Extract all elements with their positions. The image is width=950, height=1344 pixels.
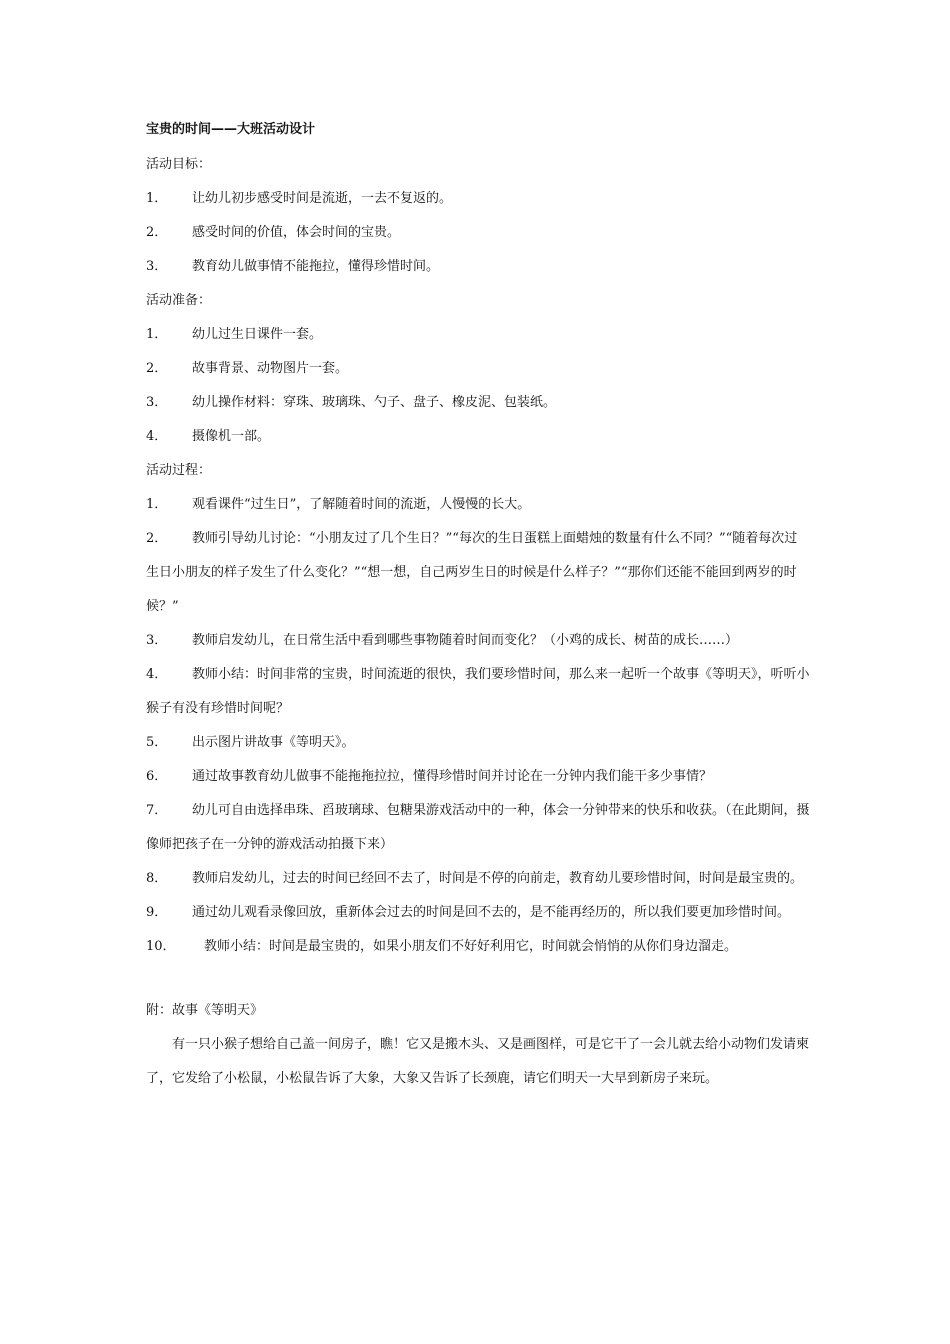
process-heading: 活动过程： xyxy=(146,463,212,478)
list-item: 7． 幼儿可自由选择串珠、舀玻璃球、包糖果游戏活动中的一种，体会一分钟带来的快乐和收获。（在此期间，摄像师把孩子在一分钟的游戏活动拍摄下来） xyxy=(146,803,810,852)
appendix-heading: 附：故事《等明天》 xyxy=(146,1003,264,1018)
list-item: 3． 幼儿操作材料：穿珠、玻璃珠、勺子、盘子、橡皮泥、包装纸。 xyxy=(146,395,557,410)
prep-heading: 活动准备： xyxy=(146,293,212,308)
list-item: 1． 观看课件“过生日”，了解随着时间的流逝，人慢慢的长大。 xyxy=(146,497,531,512)
list-item: 6． 通过故事教育幼儿做事不能拖拖拉拉，懂得珍惜时间并讨论在一分钟内我们能干多少事情？ xyxy=(146,769,713,784)
list-item: 1． 让幼儿初步感受时间是流逝，一去不复返的。 xyxy=(146,191,453,206)
appendix-paragraph: 有一只小猴子想给自己盖一间房子，瞧！它又是搬木头、又是画图样，可是它干了一会儿就去给小动物们发请柬了，它发给了小松鼠，小松鼠告诉了大象，大象又告诉了长颈鹿，请它们明天一大早到新房子来玩。 xyxy=(146,1037,810,1086)
list-item: 5． 出示图片讲故事《等明天》。 xyxy=(146,735,355,750)
list-item: 2． 感受时间的价值，体会时间的宝贵。 xyxy=(146,225,401,240)
list-item: 3． 教师启发幼儿，在日常生活中看到哪些事物随着时间而变化？（小鸡的成长、树苗的成长……） xyxy=(146,633,739,648)
list-item: 10． 教师小结：时间是最宝贵的，如果小朋友们不好好利用它，时间就会悄悄的从你们身边溜走。 xyxy=(146,939,738,954)
list-item: 2． 教师引导幼儿讨论：“小朋友过了几个生日？”“每次的生日蛋糕上面蜡烛的数量有什么不同？”“随着每次过生日小朋友的样子发生了什么变化？”“想一想，自己两岁生日的时候是什么样子？”“那你们还能不能回到两岁的时候？” xyxy=(146,531,798,614)
list-item: 1． 幼儿过生日课件一套。 xyxy=(146,327,323,342)
list-item: 3． 教育幼儿做事情不能拖拉，懂得珍惜时间。 xyxy=(146,259,440,274)
list-item: 9． 通过幼儿观看录像回放，重新体会过去的时间是回不去的，是不能再经历的，所以我们要更加珍惜时间。 xyxy=(146,905,791,920)
list-item: 2． 故事背景、动物图片一套。 xyxy=(146,361,349,376)
document-page xyxy=(146,118,810,1101)
goals-heading: 活动目标： xyxy=(146,157,212,172)
list-item: 8． 教师启发幼儿，过去的时间已经回不去了，时间是不停的向前走，教育幼儿要珍惜时间，时间是最宝贵的。 xyxy=(146,871,804,886)
document-title: 宝贵的时间——大班活动设计 xyxy=(146,122,316,137)
section-gap xyxy=(146,969,810,999)
list-item: 4． 摄像机一部。 xyxy=(146,429,271,444)
list-item: 4． 教师小结：时间非常的宝贵，时间流逝的很快，我们要珍惜时间，那么来一起听一个故事《等明天》，听听小猴子有没有珍惜时间呢？ xyxy=(146,667,810,716)
